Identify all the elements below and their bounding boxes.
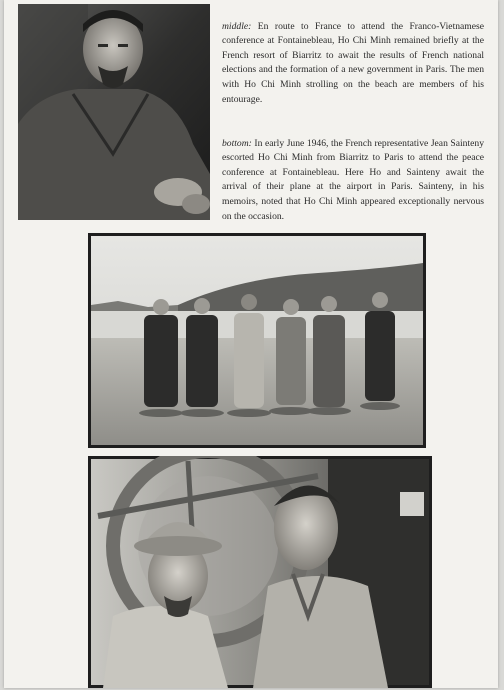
beach-photo bbox=[88, 233, 426, 448]
portrait-photo-image bbox=[18, 4, 210, 220]
beach-photo-image bbox=[88, 233, 426, 448]
portrait-photo bbox=[18, 4, 210, 220]
caption-middle bbox=[222, 20, 484, 108]
airport-photo bbox=[88, 456, 432, 688]
caption-middle-label: middle: bbox=[222, 20, 252, 32]
caption-bottom-label: bottom: bbox=[222, 137, 252, 149]
caption-bottom-text: In early June 1946, the French representative Jean Sainteny escorted Ho Chi Minh from Biarritz to Paris to attend the peace conference at Fontainebleau. Here Ho and Sainteny await the arrival of their plane at the airport in Paris. Sainteny, in his memoirs, noted that Ho Chi Minh appeared exceptionally nervous on the occasion. bbox=[222, 137, 484, 222]
airport-photo-image bbox=[88, 456, 432, 688]
caption-bottom bbox=[222, 137, 484, 225]
caption-middle-text: En route to France to attend the Franco-Vietnamese conference at Fontainebleau, Ho Chi Minh remained briefly at the French resort of Biarritz to await the results of French national elections and the formation of a new government in Paris. The men with Ho Chi Minh strolling on the beach are members of his entourage. bbox=[222, 20, 484, 105]
book-page bbox=[4, 0, 498, 688]
